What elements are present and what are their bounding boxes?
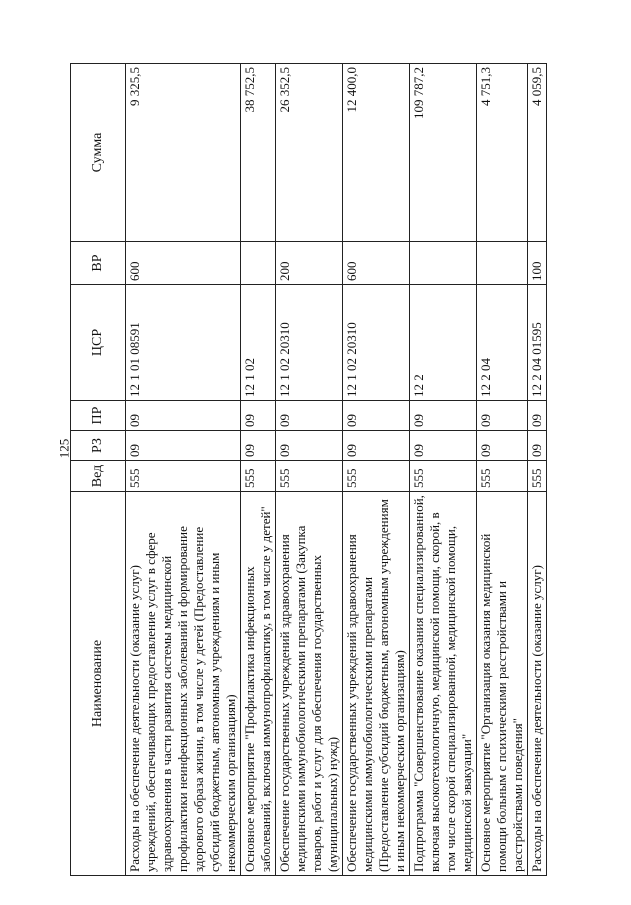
cell-vr: 200 — [276, 242, 343, 285]
cell-sum: 26 352,5 — [276, 64, 343, 242]
cell-vr: 100 — [528, 242, 547, 285]
cell-csr: 12 2 04 — [477, 285, 528, 401]
cell-csr: 12 1 02 20310 — [276, 285, 343, 401]
cell-pr: 09 — [410, 401, 477, 431]
header-sum: Сумма — [71, 64, 126, 242]
budget-table-container — [70, 31, 575, 876]
cell-rz: 09 — [477, 431, 528, 461]
header-vr: ВР — [71, 242, 126, 285]
cell-ved: 555 — [343, 461, 410, 492]
table-row — [410, 64, 477, 876]
cell-rz: 09 — [126, 431, 241, 461]
cell-ved: 555 — [528, 461, 547, 492]
table-row — [126, 64, 241, 876]
table-header-row — [71, 64, 126, 876]
cell-name: Обеспечение государственных учреждений здравоохранения медицинскими иммунобиологическими препаратами (Закупка товаров, работ и услуг для обеспечения государственных (муниципальных) нужд) — [276, 492, 343, 876]
cell-name: Подпрограмма "Совершенствование оказания специализированной, включая высокотехнологичную, медицинской помощи, скорой, в том числе скорой специализированной, медицинской помощи, медицинской эвакуации" — [410, 492, 477, 876]
cell-sum: 4 059,5 — [528, 64, 547, 242]
cell-csr: 12 1 02 — [241, 285, 276, 401]
cell-rz: 09 — [276, 431, 343, 461]
cell-csr: 12 2 04 01595 — [528, 285, 547, 401]
cell-ved: 555 — [410, 461, 477, 492]
cell-sum: 38 752,5 — [241, 64, 276, 242]
cell-csr: 12 1 02 20310 — [343, 285, 410, 401]
cell-pr: 09 — [343, 401, 410, 431]
cell-sum: 4 751,3 — [477, 64, 528, 242]
cell-name: Расходы на обеспечение деятельности (оказание услуг) — [528, 492, 547, 876]
table-row — [477, 64, 528, 876]
cell-pr: 09 — [241, 401, 276, 431]
cell-pr: 09 — [528, 401, 547, 431]
cell-ved: 555 — [276, 461, 343, 492]
cell-vr — [241, 242, 276, 285]
cell-name: Обеспечение государственных учреждений здравоохранения медицинскими иммунобиологическими препаратами (Предоставление субсидий бюджетным, автономным учреждениям и иным некоммерческим организациям) — [343, 492, 410, 876]
cell-rz: 09 — [241, 431, 276, 461]
budget-table — [70, 63, 547, 876]
cell-name: Основное мероприятие "Организация оказания медицинской помощи больным с психическими расстройствами и расстройствами поведения" — [477, 492, 528, 876]
page-number: 125 — [56, 438, 72, 459]
table-row — [276, 64, 343, 876]
cell-csr: 12 1 01 08591 — [126, 285, 241, 401]
cell-sum: 9 325,5 — [126, 64, 241, 242]
cell-vr — [477, 242, 528, 285]
cell-csr: 12 2 — [410, 285, 477, 401]
header-pr: ПР — [71, 401, 126, 431]
cell-vr: 600 — [343, 242, 410, 285]
cell-rz: 09 — [528, 431, 547, 461]
cell-ved: 555 — [241, 461, 276, 492]
cell-sum: 12 400,0 — [343, 64, 410, 242]
cell-vr: 600 — [126, 242, 241, 285]
table-row — [343, 64, 410, 876]
cell-ved: 555 — [477, 461, 528, 492]
cell-pr: 09 — [477, 401, 528, 431]
cell-pr: 09 — [276, 401, 343, 431]
cell-vr — [410, 242, 477, 285]
cell-rz: 09 — [343, 431, 410, 461]
cell-rz: 09 — [410, 431, 477, 461]
header-ved: Вед — [71, 461, 126, 492]
header-name: Наименование — [71, 492, 126, 876]
header-csr: ЦСР — [71, 285, 126, 401]
header-rz: РЗ — [71, 431, 126, 461]
table-row — [241, 64, 276, 876]
cell-ved: 555 — [126, 461, 241, 492]
cell-pr: 09 — [126, 401, 241, 431]
cell-name: Расходы на обеспечение деятельности (оказание услуг) учреждений, обеспечивающих предоставление услуг в сфере здравоохранения в части развития системы медицинской профилактики неинфекционных заболеваний и формирование здорового образа жизни, в том числе у детей (Предоставление субсидий бюджетным, автономным учреждениям и иным некоммерческим организациям) — [126, 492, 241, 876]
cell-sum: 109 787,2 — [410, 64, 477, 242]
cell-name: Основное мероприятие "Профилактика инфекционных заболеваний, включая иммунопрофилактику, в том числе у детей" — [241, 492, 276, 876]
table-row — [528, 64, 547, 876]
